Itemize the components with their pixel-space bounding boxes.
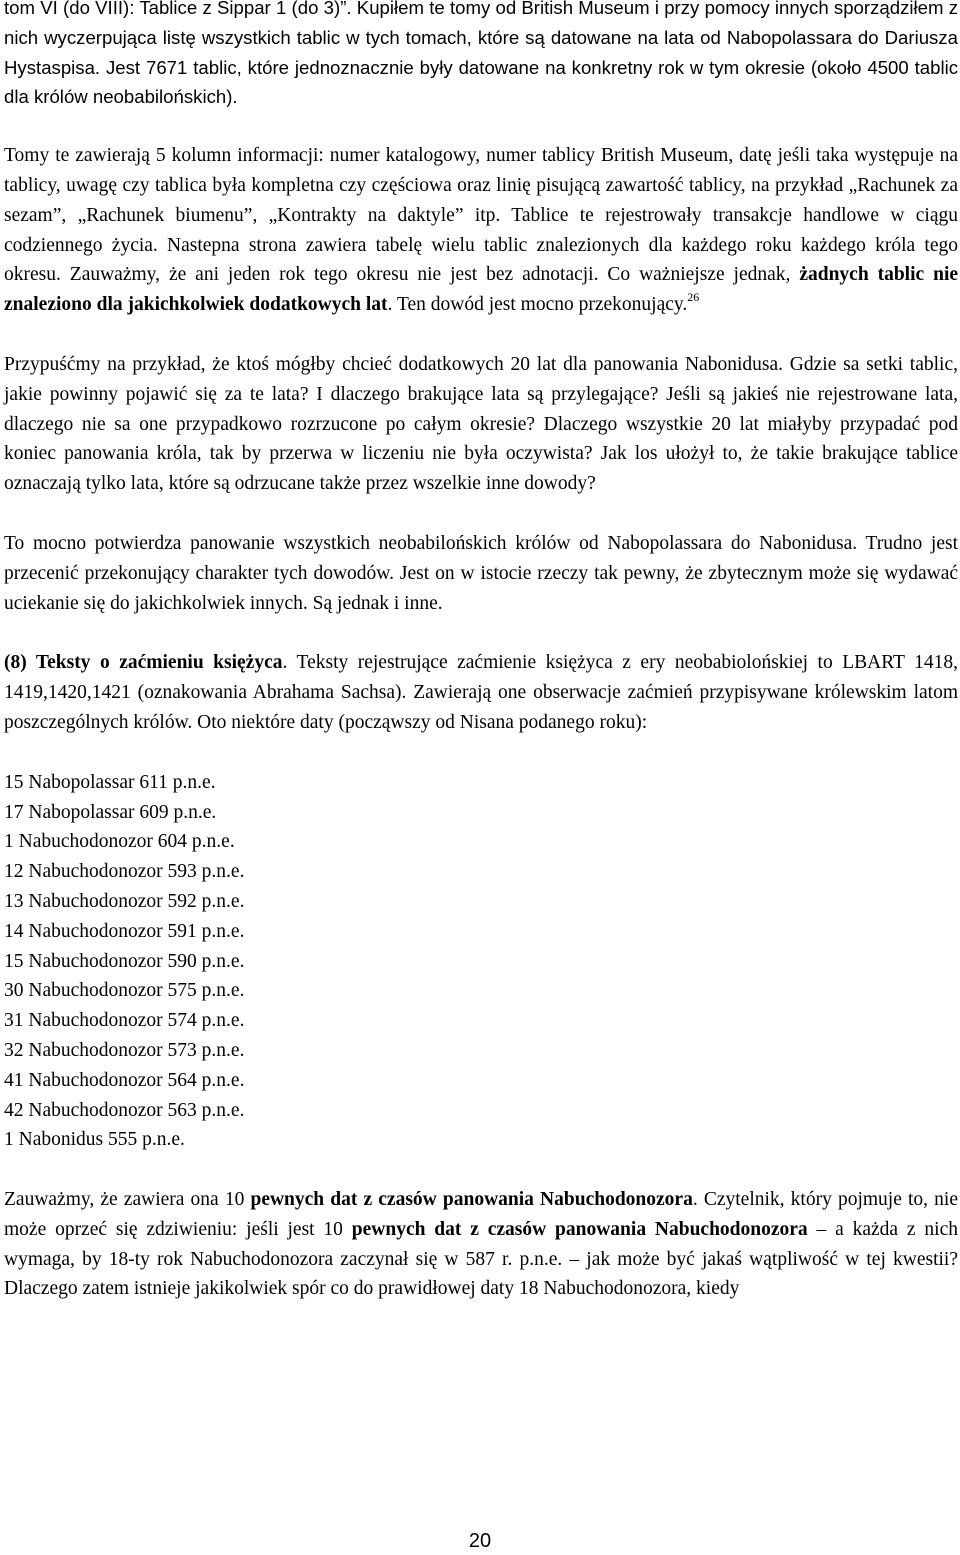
columns-text: Tomy te zawierają 5 kolumn informacji: numer katalogowy, numer tablicy British Museum, datę jeśli taka występuje na tablicy, uwagę czy tablica była kompletna czy częściowa oraz linię pisującą zawartość tablicy, na przykład „Rachunek za sezam”, „Rachunek biumenu”, „Kontrakty na daktyle” itp. Tablice te rejestrowały transakcje handlowe w ciągu codziennego życia. Nastepna strona zawiera tabelę wielu tablic znalezionych dla każdego roku każdego króla tego okresu. Zauważmy, że ani jeden rok tego okresu nie jest bez adnotacji. Co ważniejsze jednak, [4,145,958,286]
list-item: 30 Nabuchodonozor 575 p.n.e. [4,980,245,1002]
columns-bold-claim: żadnych tablic nie znaleziono dla jakichkolwiek dodatkowych lat [4,264,959,316]
footnote-marker: 26 [687,290,700,305]
confirmation-paragraph: To mocno potwierdza panowanie wszystkich neobabilońskich królów od Nabopolassara do Nabonidusa. Trudno jest przecenić przekonujący charakter tych dowodów. Jest on w istocie rzeczy tak pewny, że zbytecznym może się wydawać uciekanie się do jakichkolwiek innych. Są jednak i inne. [4,532,958,614]
intro-paragraph [4,0,958,112]
list-item: 1 Nabuchodonozor 604 p.n.e. [4,831,235,853]
list-item: 14 Nabuchodonozor 591 p.n.e. [4,920,245,942]
conclusion-text-3: – a każda z nich wymaga, by 18-ty rok Nabuchodonozora zaczynał się w 587 r. p.n.e. – jak może być jakaś wątpliwość w tej kwestii? Dlaczego zatem istnieje jakikolwiek spór co do prawidłowej daty 18 Nabuchodonozora, kiedy [4,1218,958,1300]
document-page [4,0,958,1304]
eclipse-dates-list [4,768,958,1155]
eclipse-paragraph [4,648,958,737]
section-heading: (8) Teksty o zaćmieniu księżyca [4,652,283,674]
conclusion-text-2: . Czytelnik, który pojmuje to, nie może oprzeć się zdziwieniu: jeśli jest 10 [4,1189,958,1240]
list-item: 32 Nabuchodonozor 573 p.n.e. [4,1039,245,1061]
list-item: 15 Nabopolassar 611 p.n.e. [4,771,216,793]
list-item: 41 Nabuchodonozor 564 p.n.e. [4,1069,245,1091]
columns-end: . Ten dowód jest mocno przekonujący. [387,294,688,316]
columns-paragraph [4,141,958,320]
list-item: 15 Nabuchodonozor 590 p.n.e. [4,950,245,972]
list-item: 1 Nabonidus 555 p.n.e. [4,1129,185,1151]
intro-text-1: tom VI (do VIII): Tablice z Sippar 1 (do 3)”. Kupiłem te tomy od British Museum i przy pomocy innych sporządziłem z nich wyczerpująca listę wszystkich tablic w tych tomach, które są datowane na lata od Nabopolassara do Dariusza Hystaspisa. [4,0,958,78]
intro-text-2: Jest 7671 tablic, które jednoznacznie były datowane na konkretny rok w tym okresie (około 4500 tablic dla królów neobabilońskich). [4,56,958,108]
missing-years-paragraph: Przypuśćmy na przykład, że ktoś mógłby chcieć dodatkowych 20 lat dla panowania Nabonidusa. Gdzie sa setki tablic, jakie powinny pojawić się za te lata? I dlaczego brakujące lata są przylegające? Jeśli są jakieś nie rejestrowane lata, dlaczego nie sa one przypadkowo rozrzucone po całym okresie? Dlaczego wszystkie 20 lat miałyby przypadać pod koniec panowania króla, tak by przerwa w liczeniu nie była oczywista? Jak los ułożył to, że takie brakujące tablice oznaczają tylko lata, które są odrzucane także przez wszelkie inne dowody? [4,353,958,495]
conclusion-bold-1: pewnych dat z czasów panowania Nabuchodonozora [250,1189,693,1211]
list-item: 42 Nabuchodonozor 563 p.n.e. [4,1099,245,1121]
eclipse-text: . Teksty rejestrujące zaćmienie księżyca z ery neobabiolońskiej to LBART 1418, 1419,1420,1421 (oznakowania Abrahama Sachsa). Zawierają one obserwacje zaćmień przypisywane królewskim latom poszczególnych królów. Oto niektóre daty (począwszy od Nisana podanego roku): [4,652,958,733]
list-item: 31 Nabuchodonozor 574 p.n.e. [4,1010,245,1032]
list-item: 17 Nabopolassar 609 p.n.e. [4,801,217,823]
conclusion-paragraph [4,1185,958,1304]
list-item: 13 Nabuchodonozor 592 p.n.e. [4,890,245,912]
page-number: 20 [468,1530,492,1552]
conclusion-text-1: Zauważmy, że zawiera ona 10 [4,1189,251,1211]
conclusion-bold-2: pewnych dat z czasów panowania Nabuchodonozora [351,1218,808,1240]
list-item: 12 Nabuchodonozor 593 p.n.e. [4,861,245,883]
